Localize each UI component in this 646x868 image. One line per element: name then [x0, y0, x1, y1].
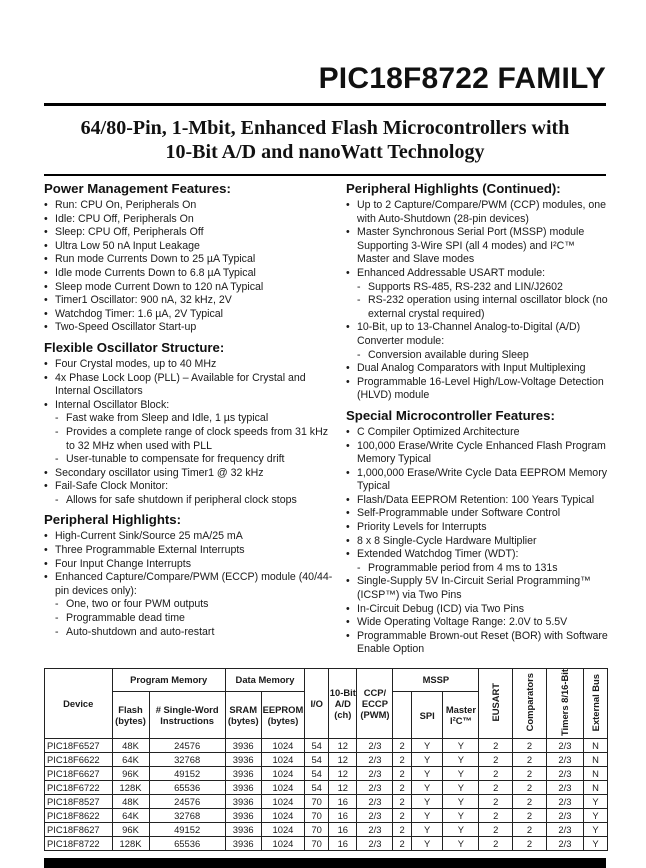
table-cell: 2 — [393, 837, 412, 851]
table-cell: 70 — [305, 837, 329, 851]
table-cell: 48K — [112, 739, 149, 753]
table-cell: 128K — [112, 781, 149, 795]
device-name-cell: PIC18F6527 — [45, 739, 113, 753]
device-comparison-table — [44, 668, 608, 851]
table-cell: 65536 — [149, 837, 225, 851]
table-cell: Y — [411, 823, 443, 837]
header-data-memory: Data Memory — [225, 669, 304, 692]
section-heading-special: Special Microcontroller Features: — [346, 407, 555, 423]
table-cell: 16 — [329, 837, 357, 851]
table-cell: 32768 — [149, 809, 225, 823]
sub-list-item: - Programmable period from 4 ms to 131s — [346, 562, 608, 576]
table-cell: 2 — [513, 795, 547, 809]
table-cell: 64K — [112, 753, 149, 767]
table-cell: 2/3 — [357, 753, 393, 767]
list-item: • Single-Supply 5V In-Circuit Serial Programming™ (ICSP™) via Two Pins — [346, 575, 608, 602]
table-cell: 3936 — [225, 809, 261, 823]
table-cell: 3936 — [225, 753, 261, 767]
list-item: • Sleep mode Current Down to 120 nA Typical — [44, 281, 334, 295]
table-cell: 96K — [112, 823, 149, 837]
list-item: • Three Programmable External Interrupts — [44, 544, 334, 558]
table-cell: 2/3 — [357, 781, 393, 795]
list-item: • Secondary oscillator using Timer1 @ 32 kHz — [44, 467, 334, 481]
table-cell: 12 — [329, 739, 357, 753]
table-cell: 3936 — [225, 823, 261, 837]
list-item: • 100,000 Erase/Write Cycle Enhanced Flash Program Memory Typical — [346, 440, 608, 467]
device-name-cell: PIC18F6722 — [45, 781, 113, 795]
list-item: • Flash/Data EEPROM Retention: 100 Years Typical — [346, 494, 608, 508]
section-heading-peripheral-continued: Peripheral Highlights (Continued): — [346, 181, 561, 196]
table-cell: 64K — [112, 809, 149, 823]
table-cell: 2 — [513, 781, 547, 795]
device-name-cell: PIC18F8622 — [45, 809, 113, 823]
table-cell: 2 — [393, 809, 412, 823]
sub-list-item: - Provides a complete range of clock speeds from 31 kHz to 32 MHz when used with PLL — [44, 426, 334, 453]
table-cell: 2/3 — [357, 837, 393, 851]
bottom-bar — [44, 858, 606, 868]
header-spi: SPI — [411, 691, 443, 738]
title-rule — [44, 103, 606, 106]
table-cell: Y — [411, 837, 443, 851]
device-name-cell: PIC18F8527 — [45, 795, 113, 809]
table-cell: 1024 — [261, 739, 305, 753]
section-heading-oscillator: Flexible Oscillator Structure: — [44, 339, 225, 355]
table-cell: 2 — [393, 753, 412, 767]
table-cell: 54 — [305, 753, 329, 767]
header-ad: 10-Bit A/D (ch) — [329, 669, 357, 739]
list-item: • Programmable Brown-out Reset (BOR) with Software Enable Option — [346, 630, 608, 657]
header-mssp-count — [393, 691, 412, 738]
list-item: • Idle: CPU Off, Peripherals On — [44, 213, 334, 227]
section-heading-peripheral: Peripheral Highlights: — [44, 512, 182, 528]
list-item: • Priority Levels for Interrupts — [346, 521, 608, 535]
header-comparators — [513, 669, 547, 739]
list-item: • Enhanced Addressable USART module: — [346, 267, 608, 281]
peripheral-continued-list — [346, 199, 608, 403]
header-timers-text: Timers 8/16-Bit — [559, 669, 571, 737]
table-cell: 32768 — [149, 753, 225, 767]
header-device: Device — [45, 669, 113, 739]
table-cell: 2 — [479, 753, 513, 767]
list-item: • Four Crystal modes, up to 40 MHz — [44, 358, 334, 372]
table-row — [45, 781, 608, 795]
right-column — [346, 181, 608, 657]
list-item: • Watchdog Timer: 1.6 µA, 2V Typical — [44, 308, 334, 322]
table-cell: 2 — [479, 767, 513, 781]
table-cell: 2/3 — [546, 781, 583, 795]
list-item: • Enhanced Capture/Compare/PWM (ECCP) module (40/44-pin devices only): — [44, 571, 334, 598]
table-cell: 12 — [329, 767, 357, 781]
header-eusart — [479, 669, 513, 739]
list-item: • Programmable 16-Level High/Low-Voltage Detection (HLVD) module — [346, 376, 608, 403]
table-cell: 3936 — [225, 739, 261, 753]
header-ext-bus — [583, 669, 607, 739]
table-cell: 2/3 — [546, 809, 583, 823]
sub-list-item: - One, two or four PWM outputs — [44, 598, 334, 612]
table-cell: Y — [411, 795, 443, 809]
device-name-cell: PIC18F6622 — [45, 753, 113, 767]
power-feature-list — [44, 199, 334, 335]
subtitle-rule — [44, 174, 606, 176]
table-cell: 2/3 — [546, 823, 583, 837]
table-cell: 16 — [329, 823, 357, 837]
header-comparators-text: Comparators — [524, 673, 536, 732]
table-row — [45, 767, 608, 781]
table-cell: 2 — [393, 823, 412, 837]
table-cell: 2 — [513, 767, 547, 781]
table-cell: 12 — [329, 781, 357, 795]
table-cell: 54 — [305, 739, 329, 753]
subtitle-line-1: 64/80-Pin, 1-Mbit, Enhanced Flash Microcontrollers with — [80, 117, 570, 139]
list-item: • 8 x 8 Single-Cycle Hardware Multiplier — [346, 535, 608, 549]
table-cell: 3936 — [225, 767, 261, 781]
list-item: • Idle mode Currents Down to 6.8 µA Typical — [44, 267, 334, 281]
table-cell: 2/3 — [546, 739, 583, 753]
sub-list-item: - User-tunable to compensate for frequency drift — [44, 453, 334, 467]
table-cell: Y — [411, 809, 443, 823]
table-cell: 2/3 — [546, 767, 583, 781]
sub-list-item: - Allows for safe shutdown if peripheral clock stops — [44, 494, 334, 508]
header-ccp: CCP/ ECCP (PWM) — [357, 669, 393, 739]
table-cell: 2/3 — [357, 795, 393, 809]
table-cell: 48K — [112, 795, 149, 809]
table-cell: 2/3 — [546, 795, 583, 809]
list-item: • Four Input Change Interrupts — [44, 558, 334, 572]
list-item: • 4x Phase Lock Loop (PLL) – Available for Crystal and Internal Oscillators — [44, 372, 334, 399]
table-cell: 2 — [479, 823, 513, 837]
header-master-i2c: Master I²C™ — [443, 691, 479, 738]
table-row — [45, 795, 608, 809]
table-cell: 24576 — [149, 739, 225, 753]
list-item: • Run mode Currents Down to 25 µA Typical — [44, 253, 334, 267]
special-feature-list — [346, 426, 608, 657]
table-cell: Y — [583, 837, 607, 851]
table-cell: 2 — [393, 781, 412, 795]
table-cell: 2 — [393, 739, 412, 753]
table-cell: 2 — [479, 809, 513, 823]
table-cell: N — [583, 781, 607, 795]
document-subtitle — [44, 116, 606, 164]
table-cell: 65536 — [149, 781, 225, 795]
list-item: • In-Circuit Debug (ICD) via Two Pins — [346, 603, 608, 617]
family-title: PIC18F8722 FAMILY — [318, 62, 606, 95]
table-cell: 2 — [513, 823, 547, 837]
table-cell: Y — [443, 753, 479, 767]
table-cell: 96K — [112, 767, 149, 781]
table-row — [45, 809, 608, 823]
table-row — [45, 739, 608, 753]
header-flash: Flash (bytes) — [112, 691, 149, 738]
list-item: • Two-Speed Oscillator Start-up — [44, 321, 334, 335]
table-cell: 2 — [513, 837, 547, 851]
sub-list-item: - Programmable dead time — [44, 612, 334, 626]
table-cell: 2 — [513, 753, 547, 767]
table-cell: 3936 — [225, 795, 261, 809]
table-cell: Y — [443, 781, 479, 795]
list-item: • Fail-Safe Clock Monitor: — [44, 480, 334, 494]
table-cell: Y — [443, 823, 479, 837]
table-cell: 16 — [329, 795, 357, 809]
table-cell: 1024 — [261, 795, 305, 809]
header-mssp: MSSP — [393, 669, 479, 692]
table-cell: 70 — [305, 809, 329, 823]
table-row — [45, 823, 608, 837]
table-cell: Y — [583, 823, 607, 837]
section-heading-power: Power Management Features: — [44, 181, 231, 196]
device-name-cell: PIC18F6627 — [45, 767, 113, 781]
header-ext-bus-text: External Bus — [589, 673, 601, 732]
table-cell: 2 — [479, 795, 513, 809]
table-cell: 2 — [393, 795, 412, 809]
table-row — [45, 837, 608, 851]
header-timers — [546, 669, 583, 739]
list-item: • High-Current Sink/Source 25 mA/25 mA — [44, 530, 334, 544]
list-item: • Extended Watchdog Timer (WDT): — [346, 548, 608, 562]
table-cell: 2 — [513, 809, 547, 823]
table-cell: 2/3 — [546, 837, 583, 851]
subtitle-line-2: 10-Bit A/D and nanoWatt Technology — [165, 141, 485, 163]
table-cell: Y — [443, 739, 479, 753]
table-cell: 3936 — [225, 837, 261, 851]
list-item: • 10-Bit, up to 13-Channel Analog-to-Digital (A/D) Converter module: — [346, 321, 608, 348]
table-cell: N — [583, 753, 607, 767]
table-cell: N — [583, 739, 607, 753]
table-cell: 1024 — [261, 837, 305, 851]
table-cell: N — [583, 767, 607, 781]
header-eeprom: EEPROM (bytes) — [261, 691, 305, 738]
left-column — [44, 181, 334, 639]
table-cell: 1024 — [261, 753, 305, 767]
peripheral-feature-list — [44, 530, 334, 639]
table-cell: 16 — [329, 809, 357, 823]
list-item: • Timer1 Oscillator: 900 nA, 32 kHz, 2V — [44, 294, 334, 308]
list-item: • Master Synchronous Serial Port (MSSP) module Supporting 3-Wire SPI (all 4 modes) and I²C™ Master and Slave modes — [346, 226, 608, 267]
table-cell: 2 — [393, 767, 412, 781]
oscillator-feature-list — [44, 358, 334, 508]
table-cell: 49152 — [149, 823, 225, 837]
header-io: I/O — [305, 669, 329, 739]
table-cell: 1024 — [261, 823, 305, 837]
table-cell: 1024 — [261, 781, 305, 795]
header-sram: SRAM (bytes) — [225, 691, 261, 738]
list-item: • Dual Analog Comparators with Input Multiplexing — [346, 362, 608, 376]
table-cell: Y — [443, 809, 479, 823]
table-cell: 2/3 — [546, 753, 583, 767]
table-cell: Y — [411, 781, 443, 795]
sub-list-item: - Fast wake from Sleep and Idle, 1 µs typical — [44, 412, 334, 426]
list-item: • 1,000,000 Erase/Write Cycle Data EEPROM Memory Typical — [346, 467, 608, 494]
table-cell: 2/3 — [357, 823, 393, 837]
list-item: • C Compiler Optimized Architecture — [346, 426, 608, 440]
table-cell: Y — [443, 795, 479, 809]
table-cell: 54 — [305, 767, 329, 781]
table-cell: Y — [583, 809, 607, 823]
sub-list-item: - Auto-shutdown and auto-restart — [44, 626, 334, 640]
sub-list-item: - RS-232 operation using internal oscillator block (no external crystal required) — [346, 294, 608, 321]
table-cell: Y — [443, 767, 479, 781]
device-table-body — [45, 739, 608, 851]
table-cell: 128K — [112, 837, 149, 851]
table-cell: 2 — [513, 739, 547, 753]
list-item: • Sleep: CPU Off, Peripherals Off — [44, 226, 334, 240]
table-cell: 2 — [479, 837, 513, 851]
list-item: • Internal Oscillator Block: — [44, 399, 334, 413]
table-cell: 2/3 — [357, 739, 393, 753]
table-cell: 2 — [479, 739, 513, 753]
table-cell: 12 — [329, 753, 357, 767]
table-cell: 49152 — [149, 767, 225, 781]
list-item: • Run: CPU On, Peripherals On — [44, 199, 334, 213]
list-item: • Self-Programmable under Software Control — [346, 507, 608, 521]
table-cell: 70 — [305, 823, 329, 837]
table-row — [45, 753, 608, 767]
header-single-word: # Single-Word Instructions — [149, 691, 225, 738]
table-cell: Y — [411, 767, 443, 781]
table-cell: 54 — [305, 781, 329, 795]
list-item: • Up to 2 Capture/Compare/PWM (CCP) modules, one with Auto-Shutdown (28-pin devices) — [346, 199, 608, 226]
table-cell: 1024 — [261, 809, 305, 823]
table-cell: 1024 — [261, 767, 305, 781]
table-cell: Y — [443, 837, 479, 851]
device-name-cell: PIC18F8627 — [45, 823, 113, 837]
table-cell: 24576 — [149, 795, 225, 809]
table-cell: 2/3 — [357, 767, 393, 781]
header-program-memory: Program Memory — [112, 669, 225, 692]
list-item: • Ultra Low 50 nA Input Leakage — [44, 240, 334, 254]
header-eusart-text: EUSART — [490, 683, 502, 722]
sub-list-item: - Supports RS-485, RS-232 and LIN/J2602 — [346, 281, 608, 295]
sub-list-item: - Conversion available during Sleep — [346, 349, 608, 363]
table-cell: Y — [583, 795, 607, 809]
table-cell: 3936 — [225, 781, 261, 795]
table-cell: Y — [411, 739, 443, 753]
table-cell: 2/3 — [357, 809, 393, 823]
table-cell: Y — [411, 753, 443, 767]
table-cell: 2 — [479, 781, 513, 795]
table-cell: 70 — [305, 795, 329, 809]
device-name-cell: PIC18F8722 — [45, 837, 113, 851]
list-item: • Wide Operating Voltage Range: 2.0V to 5.5V — [346, 616, 608, 630]
